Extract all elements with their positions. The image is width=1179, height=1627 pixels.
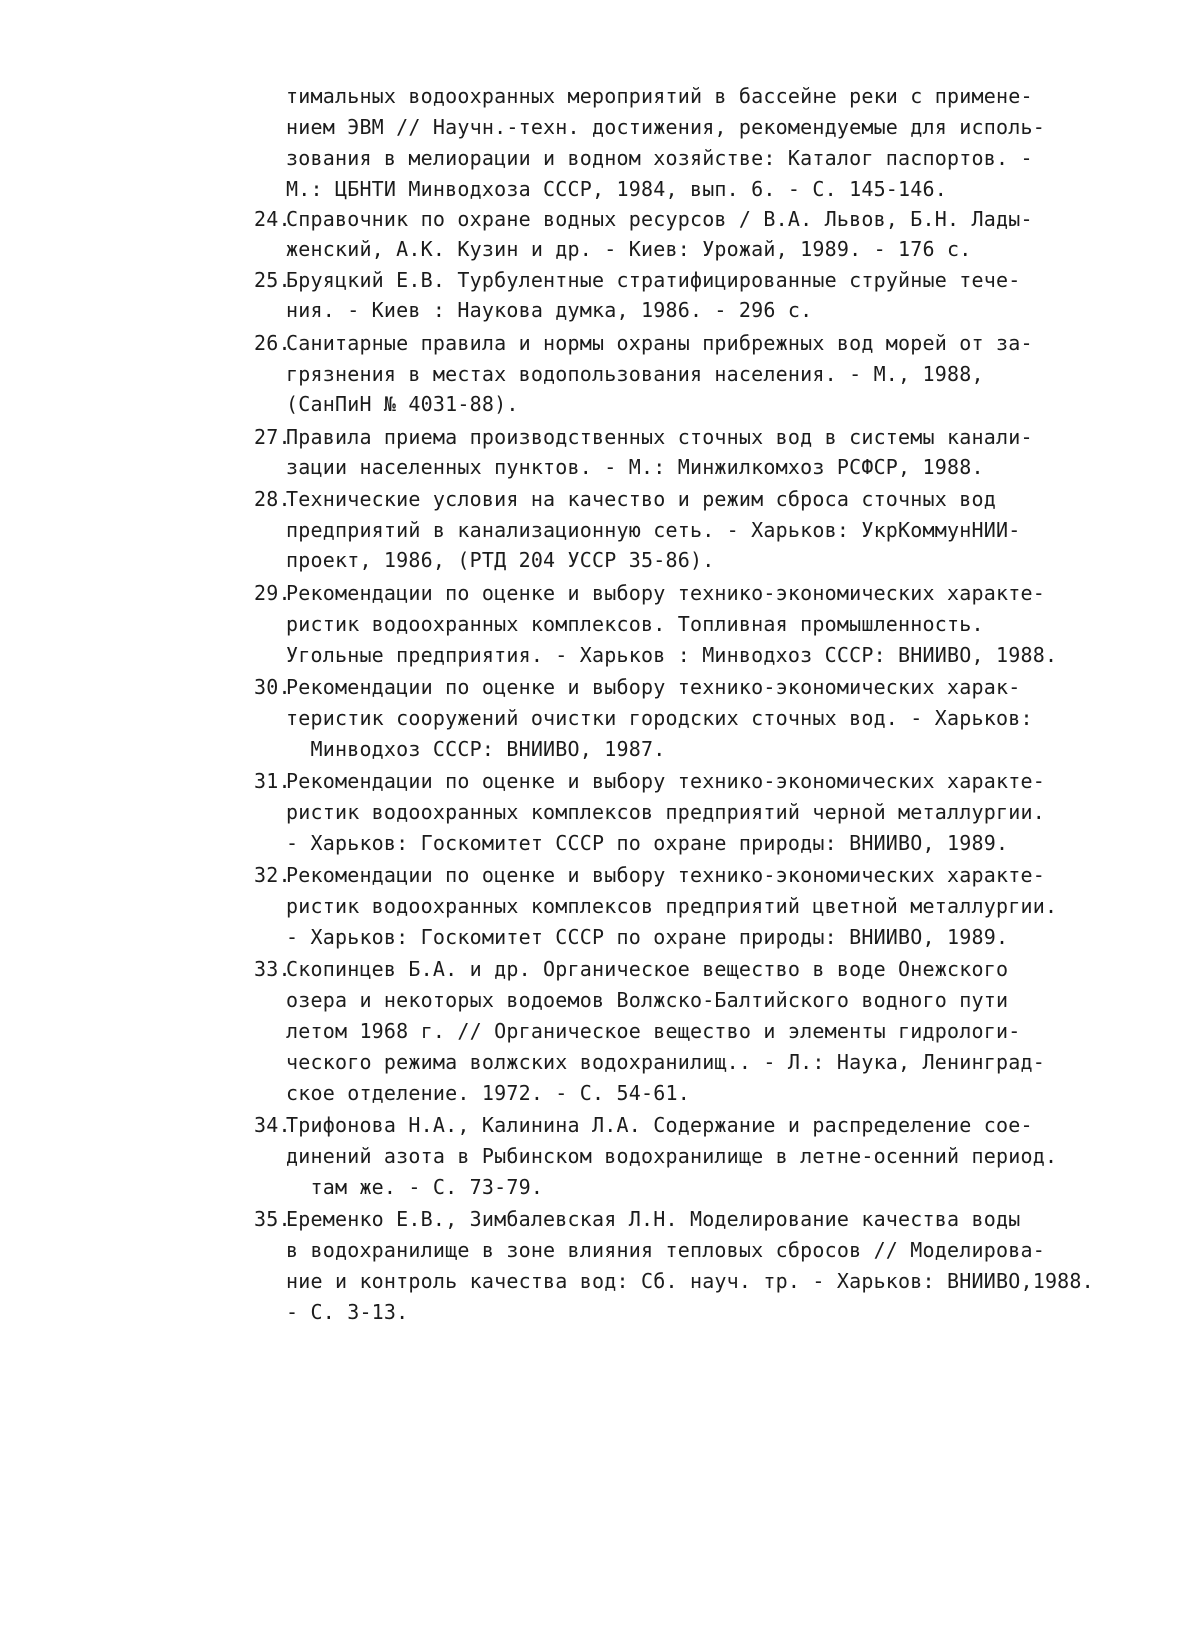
reference-line: (СанПиН № 4031-88).	[286, 392, 519, 416]
reference-line: - Харьков: Госкомитет СССР по охране природы: ВНИИВО, 1989.	[286, 831, 1009, 855]
reference-line: Бруяцкий Е.В. Турбулентные стратифицированные струйные тече-	[286, 268, 1021, 292]
reference-number: 35.	[254, 1207, 291, 1231]
reference-line: Справочник по охране водных ресурсов / В.А. Львов, Б.Н. Лады-	[286, 207, 1033, 231]
reference-line: ское отделение. 1972. - С. 54-61.	[286, 1081, 690, 1105]
reference-line: Трифонова Н.А., Калинина Л.А. Содержание и распределение сое-	[286, 1113, 1033, 1137]
reference-line: ристик водоохранных комплексов. Топливная промышленность.	[286, 612, 984, 636]
reference-line: Рекомендации по оценке и выбору технико-экономических характе-	[286, 769, 1045, 793]
reference-number: 33.	[254, 957, 291, 981]
reference-number: 24.	[254, 207, 291, 231]
reference-line: в водохранилище в зоне влияния тепловых сбросов // Моделирова-	[286, 1238, 1045, 1262]
reference-number: 32.	[254, 863, 291, 887]
reference-line: Правила приема производственных сточных вод в системы канали-	[286, 425, 1033, 449]
reference-line: Рекомендации по оценке и выбору технико-экономических характе-	[286, 863, 1045, 887]
reference-number: 25.	[254, 268, 291, 292]
intro-line: тимальных водоохранных мероприятий в бассейне реки с примене-	[286, 84, 1033, 108]
reference-line: Скопинцев Б.А. и др. Органическое вещество в воде Онежского	[286, 957, 1009, 981]
reference-line: ния. - Киев : Наукова думка, 1986. - 296 с.	[286, 298, 813, 322]
reference-number: 34.	[254, 1113, 291, 1137]
reference-line: там же. - С. 73-79.	[286, 1175, 544, 1199]
reference-line: теристик сооружений очистки городских сточных вод. - Харьков:	[286, 706, 1033, 730]
reference-line: ристик водоохранных комплексов предприятий цветной металлургии.	[286, 894, 1058, 918]
reference-line: Минводхоз СССР: ВНИИВО, 1987.	[286, 737, 666, 761]
reference-line: предприятий в канализационную сеть. - Харьков: УкрКоммунНИИ-	[286, 518, 1021, 542]
reference-line: летом 1968 г. // Органическое вещество и элементы гидрологи-	[286, 1019, 1021, 1043]
intro-line: зования в мелиорации и водном хозяйстве: Каталог паспортов. -	[286, 146, 1033, 170]
reference-line: Рекомендации по оценке и выбору технико-экономических харак-	[286, 675, 1021, 699]
reference-line: зации населенных пунктов. - М.: Минжилкомхоз РСФСР, 1988.	[286, 455, 984, 479]
reference-line: ческого режима волжских водохранилищ.. - Л.: Наука, Ленинград-	[286, 1050, 1045, 1074]
reference-line: проект, 1986, (РТД 204 УССР 35-86).	[286, 548, 715, 572]
reference-line: Санитарные правила и нормы охраны прибрежных вод морей от за-	[286, 331, 1033, 355]
reference-line: Угольные предприятия. - Харьков : Минводхоз СССР: ВНИИВО, 1988.	[286, 643, 1058, 667]
reference-number: 30.	[254, 675, 291, 699]
reference-line: ние и контроль качества вод: Сб. науч. тр. - Харьков: ВНИИВО,1988.	[286, 1269, 1094, 1293]
reference-number: 31.	[254, 769, 291, 793]
reference-line: Рекомендации по оценке и выбору технико-экономических характе-	[286, 581, 1045, 605]
reference-line: динений азота в Рыбинском водохранилище в летне-осенний период.	[286, 1144, 1058, 1168]
reference-line: грязнения в местах водопользования населения. - М., 1988,	[286, 362, 984, 386]
reference-line: Еременко Е.В., Зимбалевская Л.Н. Моделирование качества воды	[286, 1207, 1021, 1231]
reference-number: 27.	[254, 425, 291, 449]
reference-line: - Харьков: Госкомитет СССР по охране природы: ВНИИВО, 1989.	[286, 925, 1009, 949]
reference-line: женский, А.К. Кузин и др. - Киев: Урожай, 1989. - 176 с.	[286, 237, 972, 261]
reference-number: 26.	[254, 331, 291, 355]
intro-line: нием ЭВМ // Научн.-техн. достижения, рекомендуемые для исполь-	[286, 115, 1045, 139]
reference-line: - С. 3-13.	[286, 1300, 409, 1324]
reference-number: 29.	[254, 581, 291, 605]
reference-number: 28.	[254, 487, 291, 511]
intro-line: М.: ЦБНТИ Минводхоза СССР, 1984, вып. 6. - С. 145-146.	[286, 177, 948, 201]
reference-line: ристик водоохранных комплексов предприятий черной металлургии.	[286, 800, 1045, 824]
reference-line: Технические условия на качество и режим сброса сточных вод	[286, 487, 996, 511]
reference-line: озера и некоторых водоемов Волжско-Балтийского водного пути	[286, 988, 1009, 1012]
